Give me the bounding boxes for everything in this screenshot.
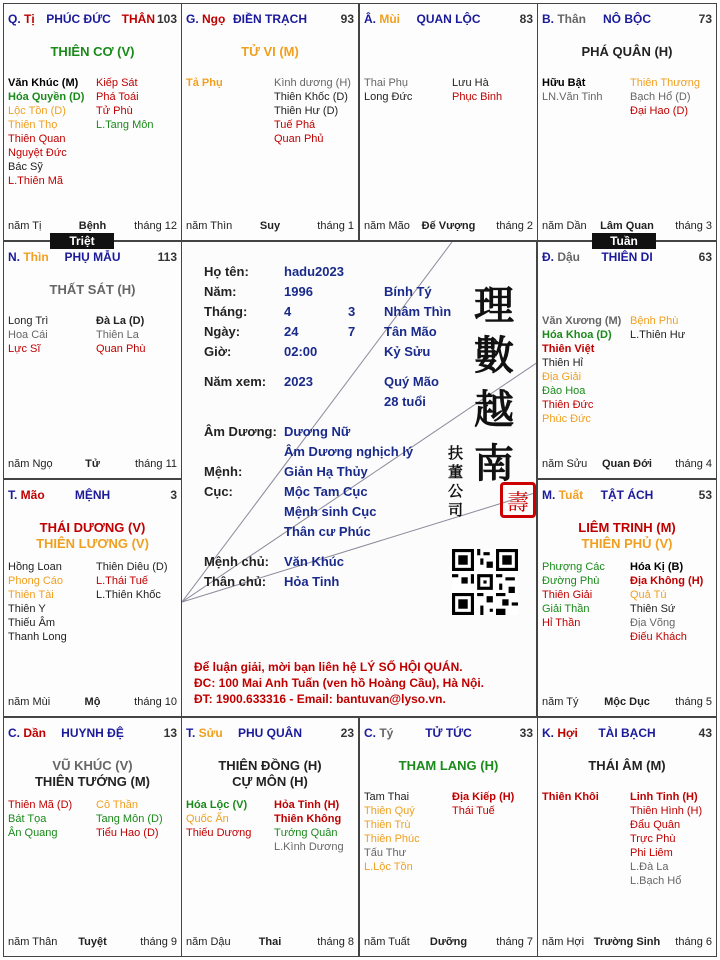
- footer-month: tháng 6: [675, 936, 712, 948]
- minor-star: Lộc Tồn (D): [8, 105, 66, 117]
- palace-branch: Đ. Dậu: [542, 250, 581, 264]
- footer-month: tháng 3: [675, 220, 712, 232]
- minor-star: Thiên Hư (D): [274, 105, 339, 117]
- palace-mui[interactable]: [359, 3, 538, 241]
- footer-year: năm Dậu: [186, 936, 231, 948]
- minor-star: Văn Xương (M): [542, 315, 622, 327]
- cuc-value: Mộc Tam Cục: [284, 484, 368, 499]
- footer-month: tháng 1: [317, 220, 354, 232]
- main-star: LIÊM TRINH (M): [578, 520, 676, 535]
- main-star: TỬ VI (M): [241, 44, 299, 59]
- cuc-relation: Mệnh sinh Cục: [284, 504, 377, 519]
- palace-number: 113: [157, 250, 177, 264]
- palace-branch: C. Dần: [8, 726, 47, 740]
- footer-phase: Bệnh: [78, 220, 107, 232]
- minor-star: Lưu Hà: [452, 77, 489, 89]
- minor-star: Hóa Lộc (V): [186, 799, 248, 811]
- than-cu: Thân cư Phúc: [284, 524, 371, 539]
- minor-star: Địa Kiếp (H): [452, 791, 515, 803]
- minor-star: Hoa Cái: [8, 329, 48, 341]
- footer-phase: Tử: [85, 458, 100, 470]
- am-duong-note: Âm Dương nghịch lý: [284, 444, 414, 459]
- footer-year: năm Sửu: [542, 458, 588, 470]
- menh-value: Giản Hạ Thủy: [284, 464, 368, 479]
- palace-name: NÔ BỘC: [603, 12, 651, 26]
- minor-star: Bạch Hổ (D): [630, 91, 691, 103]
- minor-star: Thiên Khốc (D): [274, 91, 348, 103]
- minor-star: Thiên Quan: [8, 133, 66, 145]
- minor-star: Tấu Thư: [364, 847, 407, 859]
- palace-dan[interactable]: [3, 717, 182, 957]
- minor-star: L.Lộc Tồn: [364, 861, 413, 873]
- minor-star: Hồng Loan: [8, 561, 62, 573]
- palace-number: 53: [698, 488, 712, 502]
- palace-branch: Q. Tị: [8, 12, 35, 26]
- center-info-panel: [181, 241, 537, 717]
- minor-star: Điếu Khách: [630, 631, 687, 643]
- minor-star: Thai Phụ: [364, 77, 409, 89]
- minor-star: Văn Khúc (M): [8, 77, 79, 89]
- footer-phase: Suy: [259, 220, 281, 232]
- main-star: VŨ KHÚC (V): [52, 758, 133, 773]
- day-lunar: 7: [348, 324, 356, 339]
- minor-star: Thiên Mã (D): [8, 799, 73, 811]
- palace-number: 93: [340, 12, 354, 26]
- minor-stars-right: [274, 798, 344, 854]
- minor-star: Thiên Hỉ: [542, 357, 583, 369]
- palace-name: ĐIỀN TRẠCH: [233, 12, 307, 26]
- palace-branch: T. Mão: [8, 488, 45, 502]
- minor-star: Thiên Quý: [364, 805, 415, 817]
- calligraphy-char-3: 越: [474, 386, 514, 433]
- main-star: PHÁ QUÂN (H): [581, 44, 673, 59]
- palace-than[interactable]: [537, 3, 717, 241]
- month-canchi: Nhâm Thìn: [384, 304, 452, 319]
- minor-star: Trực Phù: [630, 833, 676, 845]
- footer-phase: Đế Vượng: [421, 220, 476, 232]
- minor-stars-left: [542, 790, 599, 804]
- minor-star: L.Kình Dương: [274, 841, 344, 853]
- minor-stars-left: [542, 560, 605, 630]
- palace-name: TẬT ÁCH: [600, 488, 654, 502]
- year-value: 1996: [284, 284, 313, 299]
- minor-star: Giải Thần: [542, 603, 590, 615]
- menh-label: Mệnh:: [204, 464, 243, 479]
- name-label: Họ tên:: [204, 264, 249, 279]
- minor-stars-left: [364, 76, 412, 104]
- minor-star: L.Bạch Hổ: [630, 875, 682, 887]
- palace-name: PHÚC ĐỨC: [46, 12, 111, 26]
- minor-star: Long Trì: [8, 315, 49, 327]
- main-star: CỰ MÔN (H): [232, 774, 308, 789]
- minor-stars-right: [630, 790, 702, 888]
- palace-branch: M. Tuất: [542, 488, 584, 502]
- footer-month: tháng 12: [134, 220, 177, 232]
- year-canchi: Bính Tý: [384, 284, 432, 299]
- palace-number: 83: [519, 12, 533, 26]
- footer-year: năm Hợi: [542, 936, 585, 948]
- main-star: THIÊN TƯỚNG (M): [34, 774, 151, 789]
- minor-star: L.Tang Môn: [96, 119, 154, 131]
- minor-star: Hữu Bật: [542, 77, 586, 89]
- minor-star: Thiên La: [96, 329, 139, 341]
- minor-star: Phúc Đức: [542, 413, 591, 425]
- minor-star: Linh Tinh (H): [630, 791, 698, 803]
- footer-year: năm Dần: [542, 220, 587, 232]
- minor-star: Thiên Phúc: [364, 833, 420, 845]
- year-label: Năm:: [204, 284, 237, 299]
- than-chu-label: Thân chủ:: [204, 574, 267, 589]
- hour-canchi: Kỷ Sửu: [384, 344, 431, 359]
- palace-name: THIÊN DI: [601, 250, 653, 264]
- minor-stars-left: [186, 798, 251, 840]
- footer-year: năm Tị: [8, 220, 42, 232]
- hour-value: 02:00: [284, 344, 318, 359]
- minor-star: Thái Tuế: [452, 805, 495, 817]
- palace-branch: N. Thìn: [8, 250, 49, 264]
- minor-star: Hỏa Tinh (H): [274, 799, 340, 811]
- month-value: 4: [284, 304, 292, 319]
- footer-phase: Mộ: [84, 696, 101, 708]
- minor-star: LN.Văn Tinh: [542, 91, 603, 103]
- minor-star: Tiểu Hao (D): [96, 827, 159, 839]
- minor-star: Đà La (D): [96, 315, 145, 327]
- footer-phase: Trường Sinh: [593, 936, 661, 948]
- palace-number: 43: [698, 726, 712, 740]
- minor-stars-left: [8, 76, 84, 188]
- minor-star: Phong Cáo: [8, 575, 64, 587]
- minor-star: Đường Phù: [542, 575, 600, 587]
- palace-branch: T. Sửu: [186, 726, 223, 740]
- palace-number: 63: [698, 250, 712, 264]
- footer-phase: Thai: [258, 936, 282, 948]
- minor-stars-right: [452, 76, 502, 104]
- qr-code: [452, 549, 518, 615]
- footer-month: tháng 8: [317, 936, 354, 948]
- palace-name: PHỤ MẪU: [64, 250, 121, 264]
- calligraphy-char-1: 理: [474, 282, 514, 329]
- footer-month: tháng 5: [675, 696, 712, 708]
- palace-number: 3: [170, 488, 177, 502]
- footer-phase: Lâm Quan: [600, 220, 654, 232]
- palace-number: 23: [340, 726, 354, 740]
- minor-star: Hóa Quyền (D): [8, 91, 85, 103]
- minor-stars-right: [96, 798, 163, 840]
- name-value: hadu2023: [284, 264, 344, 279]
- footer-phase: Tuyệt: [78, 936, 107, 948]
- age-value: 28 tuổi: [384, 394, 426, 409]
- footer-year: năm Mão: [364, 220, 410, 232]
- minor-star: L.Thiên Hư: [630, 329, 686, 341]
- footer-month: tháng 9: [140, 936, 177, 948]
- minor-stars-right: [274, 76, 351, 146]
- minor-star: Quả Tú: [630, 589, 667, 601]
- minor-star: Nguyệt Đức: [8, 147, 67, 159]
- day-label: Ngày:: [204, 324, 241, 339]
- minor-star: Đẩu Quân: [630, 819, 681, 831]
- minor-star: Tả Phụ: [186, 77, 223, 89]
- than-chu-value: Hỏa Tinh: [284, 574, 340, 589]
- minor-star: Đào Hoa: [542, 385, 586, 397]
- minor-star: Thiên Thọ: [8, 119, 58, 131]
- triet-tag: Triệt: [50, 233, 114, 249]
- minor-stars-left: [364, 790, 420, 874]
- hour-label: Giờ:: [204, 344, 232, 359]
- minor-star: Thiên Trù: [364, 819, 411, 831]
- minor-stars-left: [542, 76, 603, 104]
- minor-star: L.Thái Tuế: [96, 575, 148, 587]
- minor-star: Long Đức: [364, 91, 413, 103]
- palace-branch: C. Tý: [364, 726, 394, 740]
- minor-stars-left: [542, 314, 621, 426]
- minor-stars-right: [96, 314, 146, 356]
- minor-star: Thiên Không: [274, 813, 342, 825]
- main-star: THIÊN LƯƠNG (V): [36, 536, 149, 551]
- minor-star: Thiên Diêu (D): [96, 561, 168, 573]
- menh-chu-label: Mệnh chủ:: [204, 554, 269, 569]
- minor-star: Hỉ Thần: [542, 617, 581, 629]
- minor-star: Tướng Quân: [274, 827, 338, 839]
- minor-star: Thiên Hình (H): [630, 805, 703, 817]
- minor-star: Thiên Giải: [542, 589, 593, 601]
- footer-month: tháng 7: [496, 936, 533, 948]
- palace-number: 13: [163, 726, 177, 740]
- minor-star: Quốc Ấn: [186, 813, 229, 825]
- minor-star: Thiên Tài: [8, 589, 54, 601]
- minor-star: Tuế Phá: [274, 119, 316, 131]
- minor-star: L.Thiên Mã: [8, 175, 64, 187]
- contact-line-1: Để luận giải, mời bạn liên hệ LÝ SỐ HỘI QUÁN.: [194, 660, 463, 674]
- main-star: THÁI DƯƠNG (V): [39, 520, 146, 535]
- view-year-label: Năm xem:: [204, 374, 267, 389]
- day-value: 24: [284, 324, 299, 339]
- footer-year: năm Mùi: [8, 696, 51, 708]
- calligraphy-char-2: 數: [474, 332, 514, 379]
- minor-star: Lực Sĩ: [8, 343, 41, 355]
- minor-star: Phá Toái: [96, 91, 139, 103]
- minor-stars-right: [452, 790, 514, 818]
- minor-star: Phi Liêm: [630, 847, 673, 859]
- palace-name: TỬ TỨC: [425, 726, 472, 740]
- palace-name: HUYNH ĐỆ: [61, 726, 124, 740]
- footer-month: tháng 10: [134, 696, 177, 708]
- minor-stars-right: [630, 76, 700, 118]
- calligraphy-char-4: 南: [474, 440, 514, 487]
- minor-stars-right: [630, 560, 703, 644]
- minor-star: Phục Binh: [452, 91, 503, 103]
- minor-stars-left: [186, 76, 223, 90]
- minor-star: Thiên Sứ: [630, 603, 676, 615]
- minor-star: Tang Môn (D): [96, 813, 163, 825]
- day-canchi: Tân Mão: [384, 324, 437, 339]
- main-star: THIÊN ĐỒNG (H): [218, 758, 322, 773]
- minor-star: Cô Thần: [96, 799, 138, 811]
- minor-star: Thiên Y: [8, 603, 46, 615]
- palace-hoi[interactable]: [537, 717, 717, 957]
- footer-phase: Quan Đới: [602, 458, 652, 470]
- palace-name: TÀI BẠCH: [598, 726, 656, 740]
- minor-star: Thiếu Dương: [186, 827, 252, 839]
- main-star: THAM LANG (H): [398, 758, 499, 773]
- minor-star: Ân Quang: [8, 827, 58, 839]
- minor-star: Đại Hao (D): [630, 105, 689, 117]
- main-star: THIÊN PHỦ (V): [581, 536, 673, 551]
- palace-than-marker: THÂN: [121, 12, 155, 26]
- palace-ti[interactable]: [3, 3, 182, 241]
- minor-stars-left: [8, 798, 72, 840]
- cuc-label: Cục:: [204, 484, 233, 499]
- main-star: THIÊN CƠ (V): [50, 44, 135, 59]
- minor-star: Thiên Việt: [542, 343, 595, 355]
- minor-star: Bát Tọa: [8, 813, 47, 825]
- palace-branch: B. Thân: [542, 12, 587, 26]
- menh-chu-value: Văn Khúc: [284, 554, 344, 569]
- minor-star: Thanh Long: [8, 631, 67, 643]
- palace-name: PHU QUÂN: [237, 726, 302, 740]
- minor-star: Tử Phù: [96, 105, 133, 117]
- footer-phase: Dưỡng: [429, 936, 468, 948]
- minor-star: Thiên Đức: [542, 399, 594, 411]
- minor-star: Phượng Các: [542, 561, 605, 573]
- tuan-tag: Tuần: [592, 233, 656, 249]
- contact-address: ĐC: 100 Mai Anh Tuấn (ven hồ Hoàng Cầu), Hà Nội.: [194, 676, 485, 690]
- palace-tuat[interactable]: [537, 479, 717, 717]
- minor-star: Hóa Khoa (D): [542, 329, 612, 341]
- minor-stars-right: [630, 314, 685, 342]
- palace-number: 103: [156, 12, 177, 26]
- palace-mao[interactable]: [3, 479, 182, 717]
- minor-stars-left: [8, 560, 67, 644]
- palace-name: MỆNH: [74, 488, 111, 502]
- minor-star: Địa Võng: [630, 617, 676, 629]
- palace-number: 73: [698, 12, 712, 26]
- minor-stars-right: [96, 76, 153, 132]
- palace-ngo[interactable]: [181, 3, 359, 241]
- palace-branch: G. Ngọ: [186, 12, 226, 26]
- minor-star: Quan Phù: [96, 343, 146, 355]
- footer-year: năm Tuất: [364, 936, 410, 948]
- minor-stars-left: [8, 314, 48, 356]
- palace-thin[interactable]: [3, 241, 182, 479]
- main-star: THẤT SÁT (H): [49, 282, 136, 297]
- minor-star: Thiếu Âm: [8, 617, 56, 629]
- palace-branch: K. Hợi: [542, 726, 578, 740]
- footer-month: tháng 4: [675, 458, 712, 470]
- minor-stars-right: [96, 560, 168, 602]
- palace-ty[interactable]: [359, 717, 538, 957]
- view-year-value: 2023: [284, 374, 313, 389]
- minor-star: L.Thiên Khốc: [96, 589, 161, 601]
- minor-star: Bác Sỹ: [8, 161, 43, 173]
- footer-year: năm Thân: [8, 936, 58, 948]
- footer-month: tháng 11: [134, 458, 177, 470]
- red-seal: 壽: [500, 482, 536, 518]
- palace-name: QUAN LỘC: [416, 12, 481, 26]
- minor-star: Thiên Thương: [630, 77, 701, 89]
- minor-star: Bệnh Phù: [630, 315, 679, 327]
- palace-suu[interactable]: [181, 717, 359, 957]
- minor-star: Kiếp Sát: [96, 77, 138, 89]
- side-vertical-text: 扶 董 公 司: [448, 444, 464, 519]
- view-year-canchi: Quý Mão: [384, 374, 439, 389]
- month-lunar: 3: [348, 304, 356, 319]
- minor-star: Quan Phủ: [274, 133, 324, 145]
- minor-star: Địa Không (H): [630, 575, 704, 587]
- contact-phone-email: ĐT: 1900.633316 - Email: bantuvan@lyso.vn.: [194, 692, 446, 706]
- main-star: THÁI ÂM (M): [588, 758, 666, 773]
- footer-month: tháng 2: [496, 220, 533, 232]
- palace-branch: Â. Mùi: [364, 12, 401, 26]
- minor-star: Hóa Kị (B): [630, 561, 684, 573]
- minor-star: Địa Giải: [542, 371, 582, 383]
- month-label: Tháng:: [204, 304, 248, 319]
- minor-star: Kình dương (H): [274, 77, 351, 89]
- am-duong-value: Dương Nữ: [284, 424, 351, 439]
- minor-star: Tam Thai: [364, 791, 410, 803]
- minor-star: L.Đà La: [630, 861, 669, 873]
- footer-year: năm Ngọ: [8, 458, 53, 470]
- footer-phase: Mộc Dục: [604, 696, 650, 708]
- palace-dau[interactable]: [537, 241, 717, 479]
- footer-year: năm Thìn: [186, 220, 233, 232]
- minor-star: Thiên Khôi: [542, 791, 599, 803]
- footer-year: năm Tý: [542, 696, 579, 708]
- am-duong-label: Âm Dương:: [204, 424, 277, 439]
- palace-number: 33: [519, 726, 533, 740]
